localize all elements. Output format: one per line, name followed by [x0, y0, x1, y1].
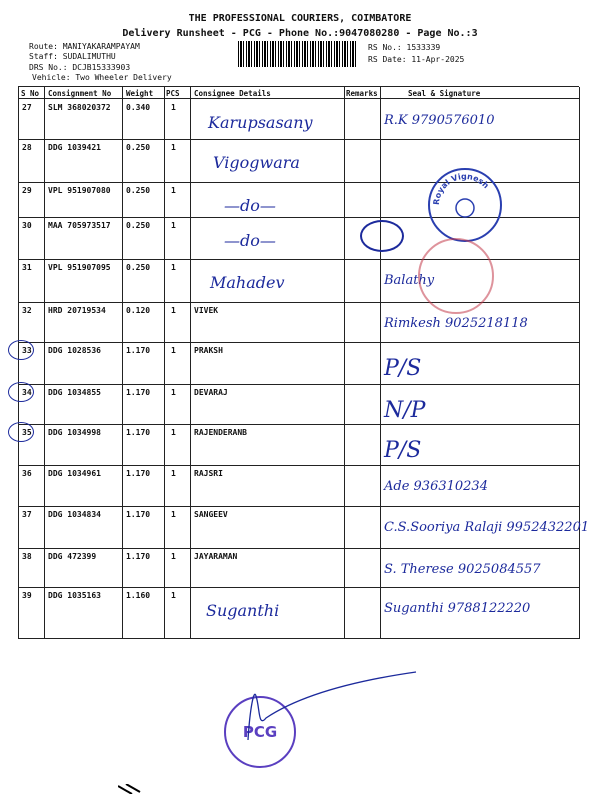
- col-header-weight: Weight: [126, 89, 154, 98]
- row-weight: 0.250: [126, 143, 151, 152]
- handwritten-consignee: Vigogwara: [213, 153, 300, 172]
- signature-circle: [360, 220, 404, 252]
- handwritten-signature: Rimkesh 9025218118: [384, 316, 528, 331]
- row-divider: [18, 302, 580, 303]
- row-sno: 36: [22, 469, 32, 478]
- handwritten-consignee: —do—: [224, 231, 276, 250]
- row-consignee: RAJENDERANB: [194, 428, 247, 437]
- barcode: [238, 41, 358, 67]
- row-consignment-no: DDG 1034855: [48, 388, 101, 397]
- col-header-sno: S No: [21, 89, 40, 98]
- row-weight: 0.250: [126, 186, 151, 195]
- stamp-ring-icon: [430, 170, 500, 240]
- vehicle-line: Vehicle: Two Wheeler Delivery: [32, 73, 172, 82]
- handwritten-signature: C.S.Sooriya Ralaji 9952432201: [384, 520, 590, 535]
- sno-circle-mark: [8, 382, 34, 402]
- handwritten-signature: P/S: [384, 356, 422, 381]
- red-seal-stamp: [418, 238, 494, 314]
- pen-scribble-icon: [236, 668, 436, 748]
- row-weight: 0.250: [126, 221, 151, 230]
- row-consignee: RAJSRI: [194, 469, 223, 478]
- rs-date-line: RS Date: 11-Apr-2025: [368, 55, 465, 64]
- runsheet-table: [18, 86, 590, 639]
- handwritten-signature: Ade 936310234: [384, 479, 488, 494]
- row-sno: 35: [22, 428, 32, 437]
- row-pcs: 1: [171, 221, 176, 230]
- row-pcs: 1: [171, 186, 176, 195]
- pcg-stamp: PCG: [224, 696, 296, 768]
- handwritten-consignee: Karupsasany: [208, 113, 313, 132]
- handwritten-consignee: Mahadev: [210, 273, 285, 292]
- col-header-pcs: PCS: [166, 89, 180, 98]
- row-consignee: PRAKSH: [194, 346, 223, 355]
- row-sno: 30: [22, 221, 32, 230]
- row-pcs: 1: [171, 306, 176, 315]
- row-consignee: JAYARAMAN: [194, 552, 238, 561]
- company-title: THE PROFESSIONAL COURIERS, COIMBATORE: [188, 13, 412, 24]
- handwritten-signature: Balathy: [384, 273, 435, 288]
- row-divider: [18, 424, 580, 425]
- row-pcs: 1: [171, 510, 176, 519]
- col-header-seal: Seal & Signature: [408, 89, 481, 98]
- row-divider: [18, 342, 580, 343]
- row-weight: 1.170: [126, 469, 151, 478]
- col-header-remarks: Remarks: [346, 89, 378, 98]
- row-weight: 1.170: [126, 428, 151, 437]
- handwritten-signature: P/S: [384, 438, 422, 463]
- royal-stamp-text: Royal Vignesh: [431, 171, 491, 206]
- row-consignment-no: DDG 1035163: [48, 591, 101, 600]
- row-consignment-no: MAA 705973517: [48, 221, 111, 230]
- row-divider: [18, 259, 580, 260]
- row-pcs: 1: [171, 263, 176, 272]
- row-consignment-no: DDG 1028536: [48, 346, 101, 355]
- row-sno: 37: [22, 510, 32, 519]
- handwritten-consignee: —do—: [224, 196, 276, 215]
- row-divider: [18, 384, 580, 385]
- row-pcs: 1: [171, 552, 176, 561]
- row-divider: [18, 587, 580, 588]
- row-consignee: DEVARAJ: [194, 388, 228, 397]
- row-sno: 33: [22, 346, 32, 355]
- row-consignment-no: DDG 1039421: [48, 143, 101, 152]
- row-sno: 39: [22, 591, 32, 600]
- row-divider: [18, 506, 580, 507]
- row-consignment-no: DDG 472399: [48, 552, 97, 561]
- row-consignment-no: VPL 951907095: [48, 263, 111, 272]
- row-pcs: 1: [171, 346, 176, 355]
- row-weight: 1.170: [126, 510, 151, 519]
- row-divider: [18, 638, 580, 639]
- row-weight: 0.340: [126, 103, 151, 112]
- drs-line: DRS No.: DCJB15333903: [29, 63, 131, 72]
- sno-circle-mark: [8, 340, 34, 360]
- row-sno: 31: [22, 263, 32, 272]
- row-pcs: 1: [171, 469, 176, 478]
- sno-circle-mark: [8, 422, 34, 442]
- row-weight: 0.120: [126, 306, 151, 315]
- runsheet-subtitle: Delivery Runsheet - PCG - Phone No.:9047080280 - Page No.:3: [122, 28, 478, 39]
- handwritten-signature: S. Therese 9025084557: [384, 562, 541, 577]
- row-divider: [18, 139, 580, 140]
- row-divider: [18, 465, 580, 466]
- route-line: Route: MANIYAKARAMPAYAM: [29, 42, 140, 51]
- row-pcs: 1: [171, 591, 176, 600]
- row-sno: 38: [22, 552, 32, 561]
- royal-vignesh-stamp: [428, 168, 502, 242]
- handwritten-signature: Suganthi 9788122220: [384, 601, 531, 616]
- row-pcs: 1: [171, 428, 176, 437]
- scan-mark-icon: [118, 784, 148, 794]
- row-consignment-no: VPL 951907080: [48, 186, 111, 195]
- staff-line: Staff: SUDALIMUTHU: [29, 52, 116, 61]
- handwritten-consignee: Suganthi: [206, 601, 280, 620]
- handwritten-signature: N/P: [384, 398, 426, 423]
- row-weight: 0.250: [126, 263, 151, 272]
- row-consignment-no: SLM 368020372: [48, 103, 111, 112]
- row-consignment-no: DDG 1034834: [48, 510, 101, 519]
- row-consignment-no: DDG 1034998: [48, 428, 101, 437]
- col-header-consignment: Consignment No: [48, 89, 112, 98]
- row-pcs: 1: [171, 143, 176, 152]
- row-sno: 32: [22, 306, 32, 315]
- row-sno: 27: [22, 103, 32, 112]
- rs-no-line: RS No.: 1533339: [368, 43, 441, 52]
- row-weight: 1.170: [126, 388, 151, 397]
- row-consignee: VIVEK: [194, 306, 219, 315]
- handwritten-signature: R.K 9790576010: [384, 113, 495, 128]
- row-sno: 28: [22, 143, 32, 152]
- row-pcs: 1: [171, 388, 176, 397]
- row-consignment-no: HRD 20719534: [48, 306, 106, 315]
- row-pcs: 1: [171, 103, 176, 112]
- row-sno: 29: [22, 186, 32, 195]
- row-consignee: SANGEEV: [194, 510, 228, 519]
- row-weight: 1.170: [126, 346, 151, 355]
- row-weight: 1.160: [126, 591, 151, 600]
- row-sno: 34: [22, 388, 32, 397]
- row-weight: 1.170: [126, 552, 151, 561]
- row-consignment-no: DDG 1034961: [48, 469, 101, 478]
- col-header-consignee: Consignee Details: [194, 89, 271, 98]
- row-divider: [18, 548, 580, 549]
